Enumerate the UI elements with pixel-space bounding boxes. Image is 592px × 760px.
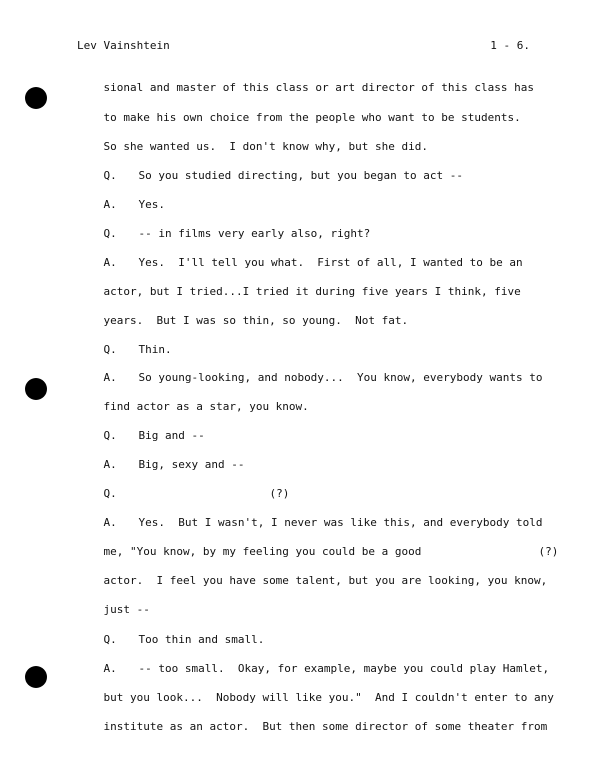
line-text: -- in films very early also, right?	[138, 227, 371, 240]
line-text: Too thin and small.	[138, 633, 265, 646]
binder-hole-bottom	[25, 666, 47, 688]
line-text: actor. I feel you have some talent, but you are looking, you know,	[103, 574, 548, 587]
line-text: sional and master of this class or art director of this class has	[103, 81, 534, 94]
transcript-line	[77, 242, 523, 269]
speaker-label: Q.	[103, 227, 117, 240]
author-name: Lev Vainshtein	[77, 39, 170, 52]
transcript-line	[77, 619, 265, 646]
line-text: find actor as a star, you know.	[103, 400, 309, 413]
line-text: So young-looking, and nobody... You know, everybody wants to	[138, 371, 543, 384]
binder-hole-middle	[25, 378, 47, 400]
transcript-line	[77, 97, 521, 124]
speaker-label: Q.	[103, 343, 117, 356]
line-text: Big, sexy and --	[138, 458, 245, 471]
page-header	[77, 39, 530, 53]
line-text: me, "You know, by my feeling you could be a good	[103, 545, 422, 558]
speaker-label: A.	[103, 458, 117, 471]
speaker-label: A.	[103, 198, 117, 211]
transcript-line	[77, 648, 550, 675]
line-text: to make his own choice from the people who want to be students.	[103, 111, 521, 124]
line-text: Big and --	[138, 429, 205, 442]
line-text: institute as an actor. But then some director of some theater from	[103, 720, 548, 733]
transcript-line	[77, 677, 554, 704]
transcript-line	[77, 502, 543, 529]
uncertain-mark: (?)	[269, 487, 290, 500]
speaker-label: A.	[103, 516, 117, 529]
speaker-label: A.	[103, 662, 117, 675]
transcript-line	[77, 560, 548, 587]
uncertain-mark	[512, 531, 559, 558]
speaker-label: Q.	[103, 169, 117, 182]
line-text: Thin.	[138, 343, 172, 356]
line-text: -- too small. Okay, for example, maybe you could play Hamlet,	[138, 662, 550, 675]
transcript-line	[77, 184, 165, 211]
transcript-line	[77, 531, 422, 558]
transcript-line	[77, 589, 150, 616]
transcript-line	[77, 706, 548, 733]
transcript-line	[77, 300, 409, 327]
transcript-line	[77, 213, 371, 240]
transcript-line	[77, 444, 245, 471]
transcript-line	[77, 415, 205, 442]
transcript-line	[77, 155, 464, 182]
line-text: Yes. I'll tell you what. First of all, I wanted to be an	[138, 256, 523, 269]
transcript-line	[77, 271, 521, 298]
transcript-line	[77, 126, 429, 153]
line-text: just --	[103, 603, 150, 616]
line-text: but you look... Nobody will like you." And I couldn't enter to any	[103, 691, 554, 704]
line-text: actor, but I tried...I tried it during five years I think, five	[103, 285, 521, 298]
speaker-label: Q.	[103, 633, 117, 646]
transcript-line	[77, 329, 172, 356]
speaker-label: Q.	[103, 429, 117, 442]
transcript-line	[77, 67, 534, 94]
transcript-line	[77, 357, 543, 384]
transcript-line	[77, 386, 309, 413]
transcript-line	[77, 473, 290, 500]
speaker-label: A.	[103, 371, 117, 384]
page-number: 1 - 6.	[490, 39, 530, 52]
line-text: Yes. But I wasn't, I never was like this, and everybody told	[138, 516, 543, 529]
uncertain-mark-text: (?)	[538, 545, 559, 558]
speaker-label: Q.	[103, 487, 117, 500]
line-text: So you studied directing, but you began to act --	[138, 169, 464, 182]
line-text: Yes.	[138, 198, 165, 211]
speaker-label: A.	[103, 256, 117, 269]
binder-hole-top	[25, 87, 47, 109]
line-text: years. But I was so thin, so young. Not fat.	[103, 314, 409, 327]
line-text: So she wanted us. I don't know why, but she did.	[103, 140, 429, 153]
